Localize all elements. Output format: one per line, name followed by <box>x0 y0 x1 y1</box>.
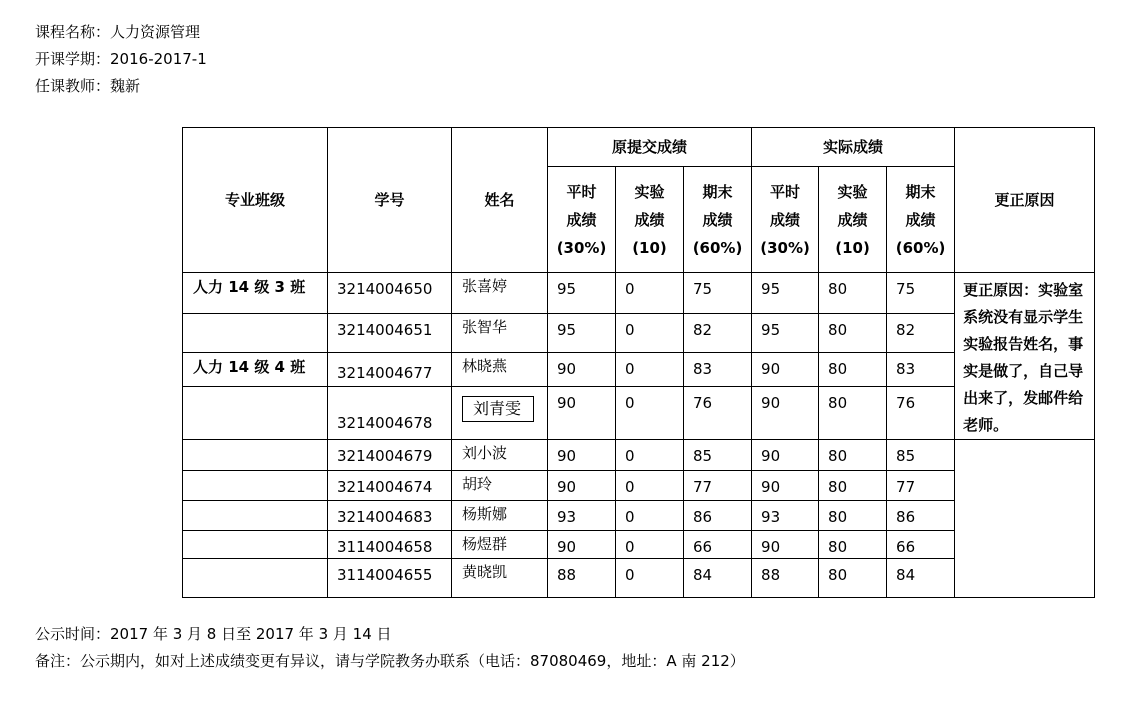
class-cell: 人力 14 级 4 班 <box>183 352 328 386</box>
student-name-cell: 刘小波 <box>452 440 548 471</box>
student-name-cell <box>452 387 548 440</box>
actual-lab-cell: 80 <box>819 471 887 501</box>
student-id-cell: 3214004677 <box>328 352 452 386</box>
actual-lab-cell: 80 <box>819 352 887 386</box>
class-cell <box>183 501 328 531</box>
orig-final-cell: 86 <box>684 501 752 531</box>
orig-lab-cell: 0 <box>616 440 684 471</box>
header-actual-lab: 实验 成绩 (10) <box>819 167 887 273</box>
actual-final-cell: 75 <box>887 273 955 314</box>
term-label: 开课学期： <box>35 50 111 68</box>
class-cell: 人力 14 级 3 班 <box>183 273 328 314</box>
student-id-cell: 3114004658 <box>328 531 452 559</box>
orig-lab-cell: 0 <box>616 273 684 314</box>
orig-regular-cell: 90 <box>548 531 616 559</box>
header-actual-regular: 平时 成绩 (30%) <box>752 167 819 273</box>
actual-regular-cell: 95 <box>752 273 819 314</box>
header-orig-regular: 平时 成绩 (30%) <box>548 167 616 273</box>
actual-final-cell: 83 <box>887 352 955 386</box>
student-name-cell: 张智华 <box>452 314 548 352</box>
orig-lab-cell: 0 <box>616 531 684 559</box>
header-student-id: 学号 <box>328 128 452 273</box>
actual-lab-cell: 80 <box>819 440 887 471</box>
student-name-cell: 杨煜群 <box>452 531 548 559</box>
student-id-cell: 3214004651 <box>328 314 452 352</box>
orig-final-cell: 85 <box>684 440 752 471</box>
orig-final-cell: 76 <box>684 387 752 440</box>
class-cell <box>183 314 328 352</box>
actual-regular-cell: 88 <box>752 559 819 598</box>
student-name-cell: 杨斯娜 <box>452 501 548 531</box>
class-cell <box>183 471 328 501</box>
student-name-cell: 胡玲 <box>452 471 548 501</box>
orig-final-cell: 82 <box>684 314 752 352</box>
class-cell <box>183 387 328 440</box>
class-cell <box>183 559 328 598</box>
orig-regular-cell: 90 <box>548 471 616 501</box>
student-id-cell: 3214004679 <box>328 440 452 471</box>
orig-lab-cell: 0 <box>616 559 684 598</box>
header-actual-final: 期末 成绩 (60%) <box>887 167 955 273</box>
actual-regular-cell: 90 <box>752 440 819 471</box>
course-name-line <box>35 22 200 42</box>
header-orig-lab: 实验 成绩 (10) <box>616 167 684 273</box>
orig-regular-cell: 90 <box>548 352 616 386</box>
course-label: 课程名称： <box>35 23 111 41</box>
orig-regular-cell: 95 <box>548 273 616 314</box>
header-name: 姓名 <box>452 128 548 273</box>
course-value: 人力资源管理 <box>110 23 201 41</box>
actual-final-cell: 76 <box>887 387 955 440</box>
orig-final-cell: 66 <box>684 531 752 559</box>
student-name-box: 刘青雯 <box>462 396 534 422</box>
orig-regular-cell: 95 <box>548 314 616 352</box>
actual-final-cell: 84 <box>887 559 955 598</box>
orig-final-cell: 83 <box>684 352 752 386</box>
reason-empty-cell <box>955 440 1095 598</box>
orig-lab-cell: 0 <box>616 352 684 386</box>
orig-lab-cell: 0 <box>616 501 684 531</box>
actual-lab-cell: 80 <box>819 559 887 598</box>
table-row <box>183 440 1095 471</box>
orig-lab-cell: 0 <box>616 314 684 352</box>
header-orig-final: 期末 成绩 (60%) <box>684 167 752 273</box>
header-original-grades: 原提交成绩 <box>548 128 752 167</box>
student-id-cell: 3214004674 <box>328 471 452 501</box>
student-id-cell: 3214004678 <box>328 387 452 440</box>
actual-regular-cell: 90 <box>752 352 819 386</box>
header-row-1 <box>183 128 1095 167</box>
orig-final-cell: 77 <box>684 471 752 501</box>
actual-lab-cell: 80 <box>819 387 887 440</box>
orig-regular-cell: 90 <box>548 387 616 440</box>
header-class: 专业班级 <box>183 128 328 273</box>
actual-regular-cell: 90 <box>752 387 819 440</box>
orig-lab-cell: 0 <box>616 387 684 440</box>
actual-lab-cell: 80 <box>819 531 887 559</box>
orig-regular-cell: 93 <box>548 501 616 531</box>
actual-lab-cell: 80 <box>819 273 887 314</box>
actual-regular-cell: 90 <box>752 531 819 559</box>
grade-correction-table <box>182 127 1095 598</box>
table-row <box>183 273 1095 314</box>
class-cell <box>183 440 328 471</box>
actual-final-cell: 85 <box>887 440 955 471</box>
actual-lab-cell: 80 <box>819 501 887 531</box>
actual-regular-cell: 93 <box>752 501 819 531</box>
actual-regular-cell: 90 <box>752 471 819 501</box>
actual-final-cell: 86 <box>887 501 955 531</box>
student-name-cell: 张喜婷 <box>452 273 548 314</box>
orig-final-cell: 75 <box>684 273 752 314</box>
actual-regular-cell: 95 <box>752 314 819 352</box>
student-id-cell: 3114004655 <box>328 559 452 598</box>
teacher-value: 魏新 <box>110 77 141 95</box>
actual-lab-cell: 80 <box>819 314 887 352</box>
actual-final-cell: 66 <box>887 531 955 559</box>
student-id-cell: 3214004650 <box>328 273 452 314</box>
orig-regular-cell: 90 <box>548 440 616 471</box>
student-name-cell: 林晓燕 <box>452 352 548 386</box>
class-cell <box>183 531 328 559</box>
actual-final-cell: 82 <box>887 314 955 352</box>
header-reason: 更正原因 <box>955 128 1095 273</box>
actual-final-cell: 77 <box>887 471 955 501</box>
correction-reason-cell: 更正原因：实验室系统没有显示学生实验报告姓名，事实是做了，自己导出来了，发邮件给老师。 <box>955 273 1095 440</box>
student-name-cell: 黄晓凯 <box>452 559 548 598</box>
teacher-label: 任课教师： <box>35 77 111 95</box>
term-line <box>35 49 207 69</box>
notice-time: 公示时间：2017 年 3 月 8 日至 2017 年 3 月 14 日 <box>35 625 392 643</box>
teacher-line <box>35 76 140 96</box>
header-actual-grades: 实际成绩 <box>752 128 955 167</box>
orig-regular-cell: 88 <box>548 559 616 598</box>
orig-final-cell: 84 <box>684 559 752 598</box>
orig-lab-cell: 0 <box>616 471 684 501</box>
remark: 备注：公示期内，如对上述成绩变更有异议，请与学院教务办联系（电话：87080469，地址：A 南 212） <box>35 652 745 670</box>
term-value: 2016-2017-1 <box>110 50 207 68</box>
student-id-cell: 3214004683 <box>328 501 452 531</box>
